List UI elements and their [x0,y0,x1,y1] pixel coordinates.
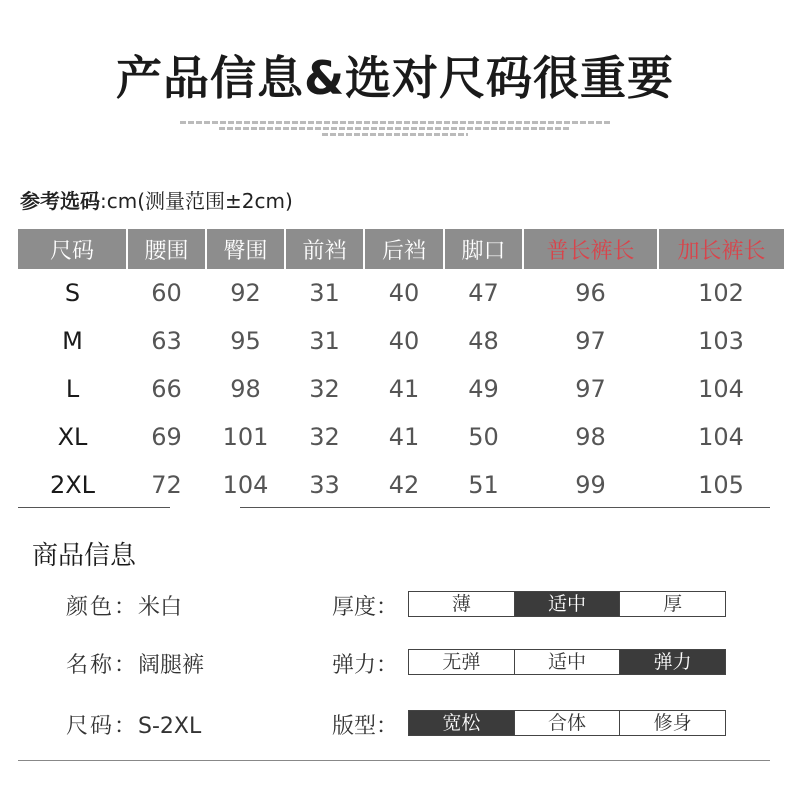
name-row [66,648,204,679]
header-leg-opening: 脚口 [444,229,523,269]
cell-regular-length: 97 [575,327,606,355]
cell-long-length: 105 [698,471,744,499]
reference-note: :cm(测量范围±2cm) [100,189,293,213]
cell-back-rise: 41 [388,375,420,403]
color-value: 米白 [138,595,183,620]
thickness-scale [408,591,726,617]
table-divider-right [240,507,770,508]
size-label: 尺码： [66,714,139,739]
cell-hip: 104 [222,471,269,499]
thickness-option-thick: 厚 [620,592,725,616]
header-regular-length: 普长裤长 [523,229,658,269]
cell-leg-opening: 51 [468,471,499,499]
cell-regular-length: 99 [575,471,606,499]
table-row [18,413,784,461]
thickness-option-medium: 适中 [515,592,621,616]
table-divider-left [18,507,170,508]
table-row [18,317,784,365]
elasticity-option-medium: 适中 [515,650,621,674]
elasticity-label: 弹力： [332,653,399,678]
cell-waist: 63 [151,327,182,355]
header-back-rise: 后裆 [364,229,444,269]
elasticity-option-none: 无弹 [409,650,515,674]
cell-leg-opening: 47 [468,279,499,307]
cell-long-length: 103 [698,327,744,355]
size-value: S-2XL [138,714,202,739]
thickness-option-thin: 薄 [409,592,515,616]
cell-long-length: 102 [698,279,744,307]
cell-hip: 92 [230,279,261,307]
size-table [18,229,784,509]
reference-line [20,185,293,214]
name-label: 名称： [66,653,139,678]
cell-size: S [64,279,81,307]
color-row [66,590,182,621]
size-table-header [18,229,784,269]
decorative-fine-print [180,118,610,139]
header-long-length: 加长裤长 [658,229,784,269]
cell-hip: 101 [222,423,269,451]
cell-front-rise: 32 [309,423,340,451]
cell-long-length: 104 [698,423,744,451]
fit-option-loose: 宽松 [409,711,515,735]
fit-label: 版型： [332,714,399,739]
table-row [18,365,784,413]
thickness-label: 厚度： [332,595,399,620]
cell-front-rise: 31 [309,327,340,355]
size-row [66,709,201,740]
table-row [18,269,784,317]
elasticity-scale [408,649,726,675]
cell-hip: 98 [230,375,261,403]
cell-waist: 66 [151,375,182,403]
cell-size: M [62,327,83,355]
cell-back-rise: 40 [388,327,420,355]
cell-back-rise: 41 [388,423,420,451]
header-hip: 臀围 [206,229,285,269]
cell-hip: 95 [230,327,261,355]
cell-waist: 72 [151,471,182,499]
cell-back-rise: 40 [388,279,420,307]
cell-front-rise: 33 [309,471,340,499]
name-value: 阔腿裤 [138,653,205,678]
header-size: 尺码 [18,229,127,269]
cell-leg-opening: 49 [468,375,499,403]
cell-waist: 60 [151,279,182,307]
cell-leg-opening: 50 [468,423,499,451]
header-front-rise: 前裆 [285,229,364,269]
fit-option-slim: 修身 [620,711,725,735]
cell-regular-length: 97 [575,375,606,403]
cell-front-rise: 32 [309,375,340,403]
reference-label: 参考选码 [20,189,100,213]
cell-size: L [65,375,80,403]
fit-option-regular: 合体 [515,711,621,735]
cell-long-length: 104 [698,375,744,403]
cell-regular-length: 96 [575,279,606,307]
cell-leg-opening: 48 [468,327,499,355]
cell-regular-length: 98 [575,423,606,451]
product-info-title: 商品信息 [32,541,137,571]
cell-size: 2XL [49,471,96,499]
table-row [18,461,784,509]
color-label: 颜色： [66,595,139,620]
cell-back-rise: 42 [388,471,420,499]
cell-front-rise: 31 [309,279,340,307]
fit-scale [408,710,726,736]
elasticity-option-stretch: 弹力 [620,650,725,674]
page-title: 产品信息&选对尺码很重要 [115,51,675,105]
bottom-divider [18,760,770,761]
cell-size: XL [57,423,88,451]
header-waist: 腰围 [127,229,206,269]
cell-waist: 69 [151,423,182,451]
